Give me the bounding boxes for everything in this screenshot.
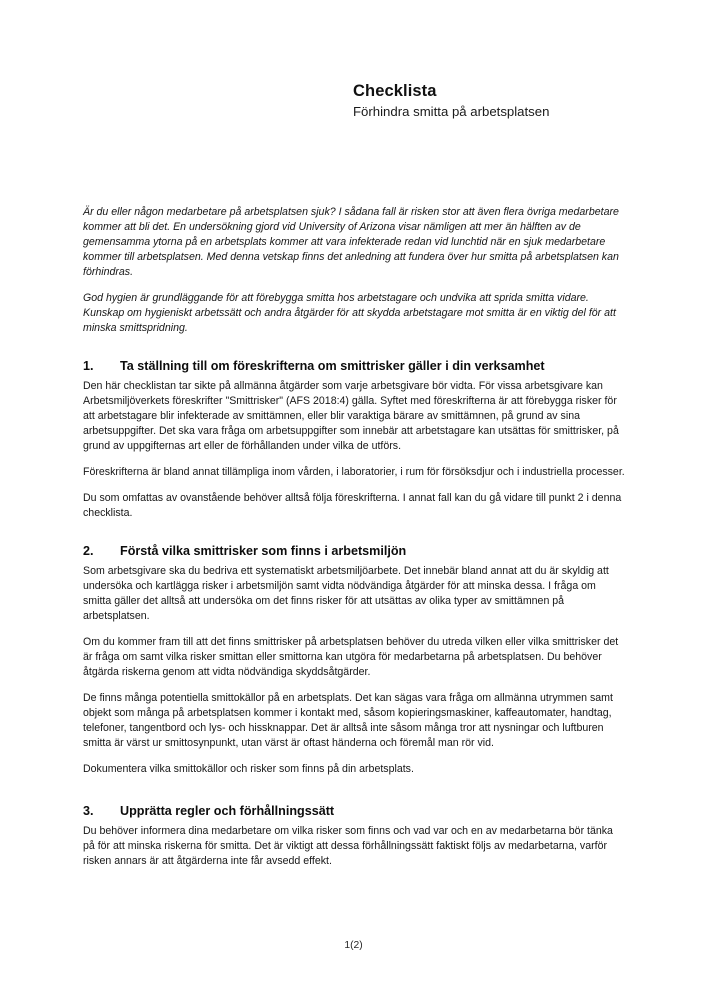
document-subtitle: Förhindra smitta på arbetsplatsen xyxy=(353,104,550,120)
section-1-heading-text: Ta ställning till om föreskrifterna om smittrisker gäller i din verksamhet xyxy=(120,359,545,374)
section-3 xyxy=(83,804,626,869)
section-1-paragraph: Du som omfattas av ovanstående behöver alltså följa föreskrifterna. I annat fall kan du gå vidare till punkt 2 i denna checklista. xyxy=(83,492,622,520)
section-2-number: 2. xyxy=(83,544,94,559)
page-number: 1(2) xyxy=(344,940,363,951)
section-2-paragraph: Som arbetsgivare ska du bedriva ett systematiskt arbetsmiljöarbete. Det innebär bland annat att du är skyldig att undersöka och kartlägga risker i arbetsmiljön samt vidta nödvändiga åtgärder för att minska dessa. I fråga om smitta gäller det alltså att undersöka om det finns risker för att utsättas av olika typer av smittämnen på arbetsplatsen. xyxy=(83,564,609,623)
section-2-heading xyxy=(83,544,626,560)
page-footer xyxy=(0,940,707,951)
section-2-heading-text: Förstå vilka smittrisker som finns i arbetsmiljön xyxy=(120,544,407,559)
section-3-paragraph: Du behöver informera dina medarbetare om vilka risker som finns och vad var och en av medarbetarna bör tänka på för att minska riskerna för smitta. Det är viktigt att dessa förhållningssätt faktiskt följs av medarbetarna, varför risken annars är att åtgärderna inte får avsedd effekt. xyxy=(83,825,613,868)
section-2-paragraph: Om du kommer fram till att det finns smittrisker på arbetsplatsen behöver du utreda vilken eller vilka smittrisker det är fråga om samt vilka risker smittan eller smittorna kan utgöra för medarbetarna på arbetsplatsen. Du behöver åtgärda riskerna genom att vidta nödvändiga skyddsåtgärder. xyxy=(83,636,619,679)
section-1-number: 1. xyxy=(83,359,94,374)
intro-paragraph: God hygien är grundläggande för att förebygga smitta hos arbetstagare och undvika att sprida smitta vidare. Kunskap om hygieniskt arbetssätt och andra åtgärder för att skydda arbetstagare mot smitta är en viktig del för att minska smittspridning. xyxy=(83,292,616,335)
document-title: Checklista xyxy=(353,82,437,100)
intro-paragraph: Är du eller någon medarbetare på arbetsplatsen sjuk? I sådana fall är risken stor att även flera övriga medarbetare kommer att bli det. En undersökning gjord vid University of Arizona visar nämligen att mer än hälften av de gemensamma ytorna på en arbetsplats kommer att vara infekterade redan vid lunchtid när en sjuk medarbetare kommer till arbetsplatsen. Med denna vetskap finns det anledning att fundera över hur smitta på arbetsplatsen kan förhindras. xyxy=(83,206,619,279)
section-1-paragraph: Den här checklistan tar sikte på allmänna åtgärder som varje arbetsgivare bör vidta. För vissa arbetsgivare kan Arbetsmiljöverkets föreskrifter "Smittrisker" (AFS 2018:4) gälla. Syftet med föreskrifterna är att förebygga risker för att arbetstagare blir infekterade av smittämnen, eller blir varaktiga bärare av smittämnen, på grund av sina arbetsuppgifter. Det ska vara fråga om arbetsuppgifter som innebär att arbetstagare kan utsättas för smittrisker, på grund av uppgifternas art eller de förhållanden under vilka de utförs. xyxy=(83,379,619,453)
section-1-heading xyxy=(83,359,626,375)
section-2 xyxy=(83,544,626,777)
section-1 xyxy=(83,359,626,521)
section-3-number: 3. xyxy=(83,804,94,819)
section-1-paragraph: Föreskrifterna är bland annat tillämpliga inom vården, i laboratorier, i rum för försöksdjur och i industriella processer. xyxy=(83,466,625,479)
section-3-heading-text: Upprätta regler och förhållningssätt xyxy=(120,804,335,819)
section-3-heading xyxy=(83,804,626,820)
section-2-paragraph: De finns många potentiella smittokällor på en arbetsplats. Det kan sägas vara fråga om allmänna utrymmen samt objekt som många på arbetsplatsen kommer i kontakt med, såsom kopieringsmaskiner, kaffeautomater, handtag, telefoner, tangentbord och lys- och hissknappar. Det är alltså inte såsom många tror att nysningar och luftburen smitta är värst ur smittosynpunkt, utan värst är oftast händerna och föremål man rör vid. xyxy=(83,692,613,750)
section-2-paragraph: Dokumentera vilka smittokällor och risker som finns på din arbetsplats. xyxy=(83,763,414,776)
document-header xyxy=(353,82,653,121)
document-body xyxy=(83,205,626,869)
